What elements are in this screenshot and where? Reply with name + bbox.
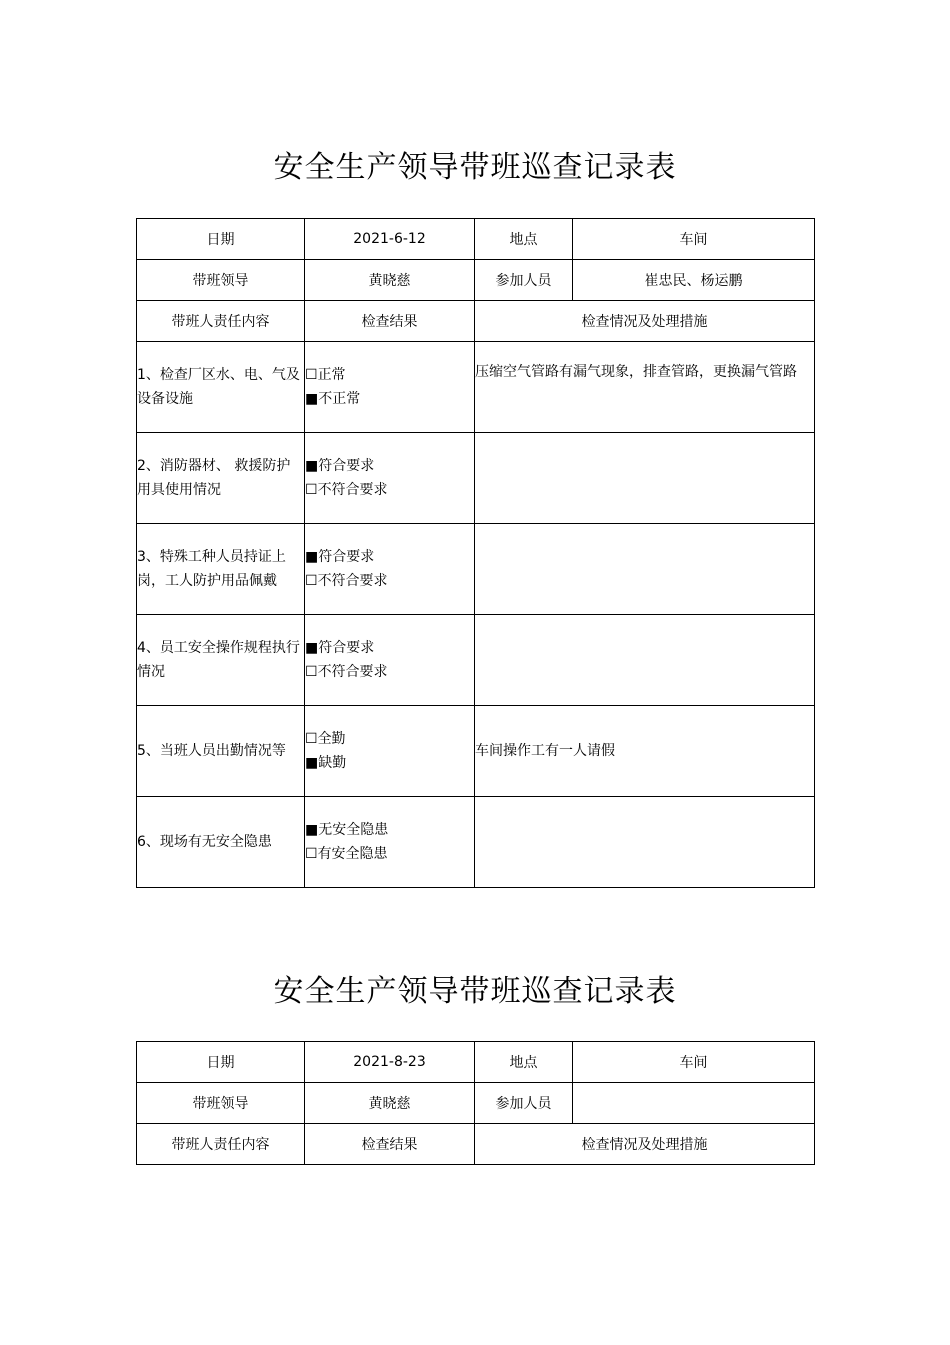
leader-label: 带班领导 xyxy=(137,260,305,301)
option-text: 无安全隐患 xyxy=(318,822,389,838)
option-text: 不符合要求 xyxy=(317,482,388,498)
record-title: 安全生产领导带班巡查记录表 xyxy=(273,974,677,1009)
checkbox-icon: ☐ xyxy=(305,731,318,747)
table-row xyxy=(137,797,815,888)
participants-value xyxy=(573,1083,815,1124)
option-text: 缺勤 xyxy=(318,755,347,771)
item-result xyxy=(305,342,475,433)
table-row xyxy=(137,342,815,433)
date-value: 2021-6-12 xyxy=(305,219,475,260)
result-option[interactable] xyxy=(305,478,474,502)
result-option[interactable] xyxy=(305,636,474,660)
date-value: 2021-8-23 xyxy=(305,1042,475,1083)
item-note xyxy=(475,433,815,524)
option-text: 正常 xyxy=(317,367,346,383)
place-value: 车间 xyxy=(573,219,815,260)
item-label: 2、消防器材、 救援防护用具使用情况 xyxy=(137,433,305,524)
leader-row xyxy=(137,260,815,301)
item-result xyxy=(305,706,475,797)
result-option[interactable] xyxy=(305,660,474,684)
checkbox-icon: ☐ xyxy=(305,573,318,589)
checkbox-icon: ■ xyxy=(305,640,319,656)
result-option[interactable] xyxy=(305,842,474,866)
leader-row xyxy=(137,1083,815,1124)
col-content-header: 带班人责任内容 xyxy=(137,301,305,342)
item-label: 3、特殊工种人员持证上岗，工人防护用品佩戴 xyxy=(137,524,305,615)
checkbox-icon: ■ xyxy=(305,755,319,771)
option-text: 不符合要求 xyxy=(317,573,388,589)
leader-value: 黄晓慈 xyxy=(305,260,475,301)
option-text: 全勤 xyxy=(317,731,346,747)
result-option[interactable] xyxy=(305,727,474,751)
result-option[interactable] xyxy=(305,454,474,478)
result-option[interactable] xyxy=(305,818,474,842)
item-note xyxy=(475,524,815,615)
item-label: 4、员工安全操作规程执行情况 xyxy=(137,615,305,706)
table-row xyxy=(137,524,815,615)
leader-value: 黄晓慈 xyxy=(305,1083,475,1124)
item-result xyxy=(305,797,475,888)
place-label: 地点 xyxy=(475,219,573,260)
header-row xyxy=(137,1124,815,1165)
item-note xyxy=(475,797,815,888)
result-option[interactable] xyxy=(305,545,474,569)
item-note xyxy=(475,615,815,706)
leader-label: 带班领导 xyxy=(137,1083,305,1124)
item-label: 5、当班人员出勤情况等 xyxy=(137,706,305,797)
participants-label: 参加人员 xyxy=(475,1083,573,1124)
item-result xyxy=(305,524,475,615)
item-note: 压缩空气管路有漏气现象，排查管路，更换漏气管路 xyxy=(475,342,815,433)
checkbox-icon: ■ xyxy=(305,458,319,474)
item-result xyxy=(305,433,475,524)
checkbox-icon: ■ xyxy=(305,822,319,838)
participants-label: 参加人员 xyxy=(475,260,573,301)
result-option[interactable] xyxy=(305,387,474,411)
item-label: 6、现场有无安全隐患 xyxy=(137,797,305,888)
option-text: 有安全隐患 xyxy=(317,846,388,862)
result-option[interactable] xyxy=(305,751,474,775)
result-option[interactable] xyxy=(305,363,474,387)
table-row xyxy=(137,615,815,706)
col-measure-header: 检查情况及处理措施 xyxy=(475,1124,815,1165)
checkbox-icon: ☐ xyxy=(305,846,318,862)
col-content-header: 带班人责任内容 xyxy=(137,1124,305,1165)
option-text: 符合要求 xyxy=(318,549,375,565)
inspection-record-table xyxy=(136,1041,815,1165)
item-note: 车间操作工有一人请假 xyxy=(475,706,815,797)
col-measure-header: 检查情况及处理措施 xyxy=(475,301,815,342)
checkbox-icon: ☐ xyxy=(305,482,318,498)
option-text: 不符合要求 xyxy=(317,664,388,680)
col-result-header: 检查结果 xyxy=(305,1124,475,1165)
date-row xyxy=(137,219,815,260)
checkbox-icon: ☐ xyxy=(305,664,318,680)
date-row xyxy=(137,1042,815,1083)
inspection-record-table xyxy=(136,218,815,888)
header-row xyxy=(137,301,815,342)
record-title: 安全生产领导带班巡查记录表 xyxy=(273,150,677,185)
result-option[interactable] xyxy=(305,569,474,593)
participants-value: 崔忠民、杨运鹏 xyxy=(573,260,815,301)
table-row xyxy=(137,706,815,797)
checkbox-icon: ■ xyxy=(305,391,319,407)
date-label: 日期 xyxy=(137,1042,305,1083)
item-result xyxy=(305,615,475,706)
option-text: 不正常 xyxy=(318,391,361,407)
table-row xyxy=(137,433,815,524)
date-label: 日期 xyxy=(137,219,305,260)
checkbox-icon: ■ xyxy=(305,549,319,565)
item-label: 1、检查厂区水、电、气及设备设施 xyxy=(137,342,305,433)
checkbox-icon: ☐ xyxy=(305,367,318,383)
option-text: 符合要求 xyxy=(318,458,375,474)
place-value: 车间 xyxy=(573,1042,815,1083)
option-text: 符合要求 xyxy=(318,640,375,656)
place-label: 地点 xyxy=(475,1042,573,1083)
col-result-header: 检查结果 xyxy=(305,301,475,342)
